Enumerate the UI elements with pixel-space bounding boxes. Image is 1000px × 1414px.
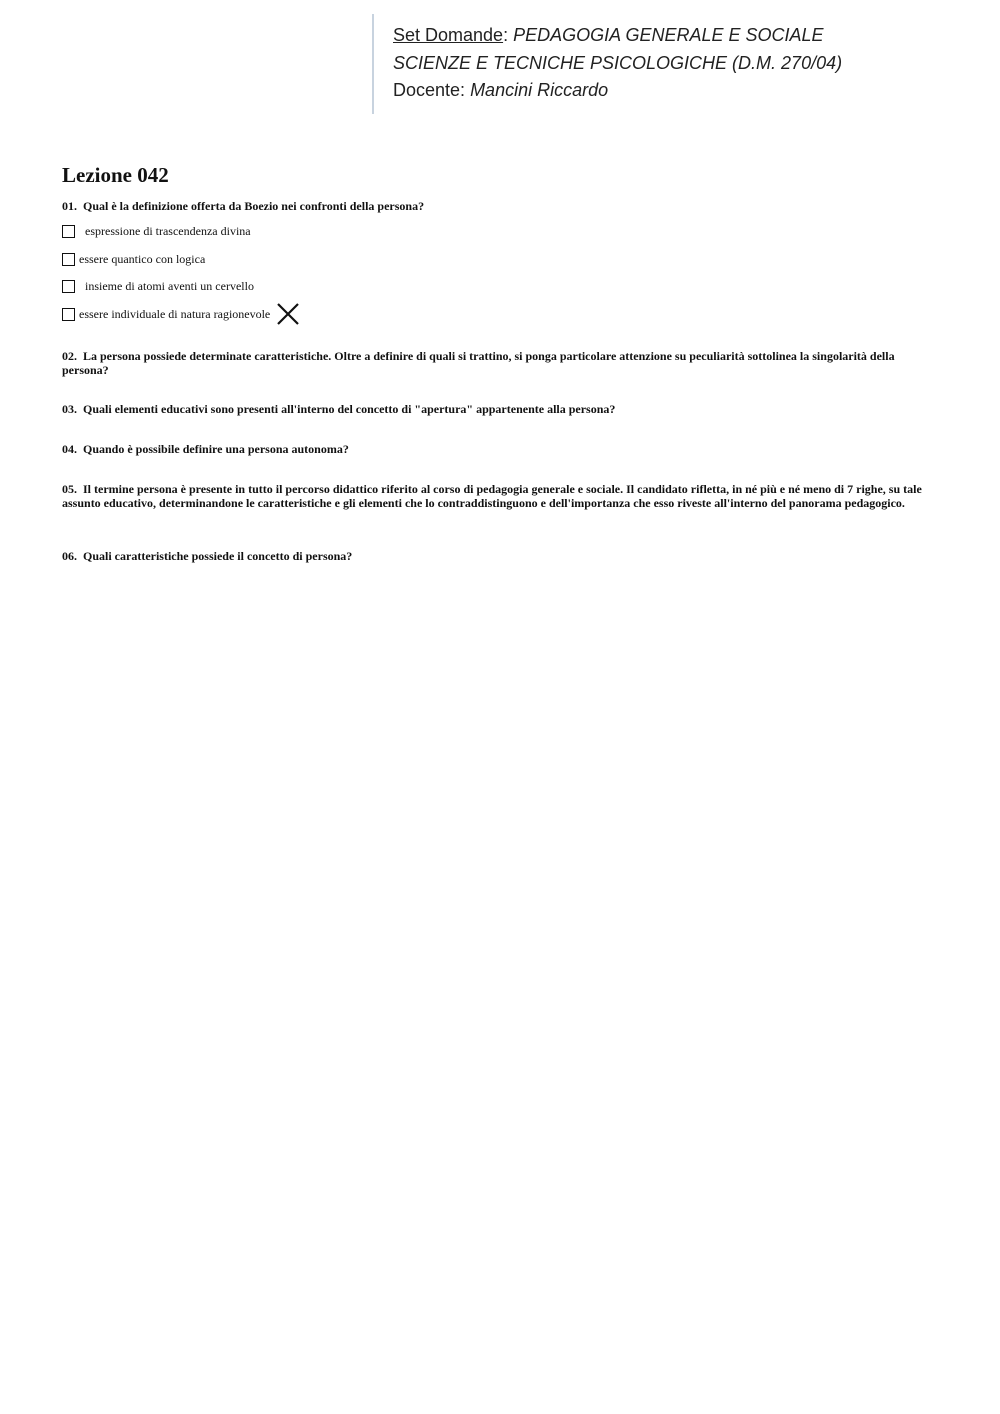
question-05 <box>62 482 942 510</box>
question-text: Quando è possibile definire una persona autonoma? <box>83 442 349 456</box>
option-label: insieme di atomi aventi un cervello <box>85 278 254 293</box>
question-text: Quali caratteristiche possiede il concetto di persona? <box>83 549 353 563</box>
set-line <box>393 22 972 50</box>
question-text: Qual è la definizione offerta da Boezio nei confronti della persona? <box>83 199 425 213</box>
set-separator: : <box>503 25 509 45</box>
checkbox[interactable] <box>62 253 75 266</box>
question-04 <box>62 442 942 456</box>
answer-option-2[interactable] <box>62 251 205 267</box>
checkbox[interactable] <box>62 308 75 321</box>
lesson-title: Lezione 042 <box>62 163 169 187</box>
document-header <box>372 14 972 114</box>
teacher-name: Mancini Riccardo <box>470 80 609 100</box>
question-02 <box>62 349 942 377</box>
teacher-label: Docente: <box>393 80 466 100</box>
question-number: 04. <box>62 442 77 456</box>
question-number: 05. <box>62 482 77 496</box>
teacher-line <box>393 77 972 105</box>
question-number: 01. <box>62 199 77 213</box>
set-label: Set Domande <box>393 25 504 45</box>
question-text: Il termine persona è presente in tutto il percorso didattico riferito al corso di pedagogia generale e sociale. Il candidato rifletta, in né più e né meno di 7 righe, su tale assunto educativo, determinandone le caratteristiche e gli elementi che lo contraddistinguono e dell'importanza che esso riveste all'interno del panorama pedagogico. <box>62 482 922 510</box>
question-number: 03. <box>62 402 77 416</box>
answer-option-4[interactable] <box>62 306 300 322</box>
degree-name: SCIENZE E TECNICHE PSICOLOGICHE (D.M. 270/04) <box>393 52 843 73</box>
checkbox[interactable] <box>62 225 75 238</box>
answer-option-3[interactable] <box>62 278 254 294</box>
option-label: essere quantico con logica <box>79 251 206 266</box>
answer-option-1[interactable] <box>62 223 251 239</box>
question-number: 06. <box>62 549 77 563</box>
question-01 <box>62 199 942 213</box>
checkbox[interactable] <box>62 280 75 293</box>
option-label: espressione di trascendenza divina <box>85 223 251 238</box>
question-text: Quali elementi educativi sono presenti all'interno del concetto di "apertura" appartenente alla persona? <box>83 402 616 416</box>
question-number: 02. <box>62 349 77 363</box>
option-label: essere individuale di natura ragionevole <box>79 306 271 321</box>
cross-mark-icon <box>276 302 300 326</box>
course-title: PEDAGOGIA GENERALE E SOCIALE <box>513 25 824 45</box>
question-text: La persona possiede determinate caratteristiche. Oltre a definire di quali si trattino, si ponga particolare attenzione su peculiarità sottolinea la singolarità della persona? <box>62 349 895 377</box>
question-03 <box>62 402 942 416</box>
question-06 <box>62 549 942 563</box>
